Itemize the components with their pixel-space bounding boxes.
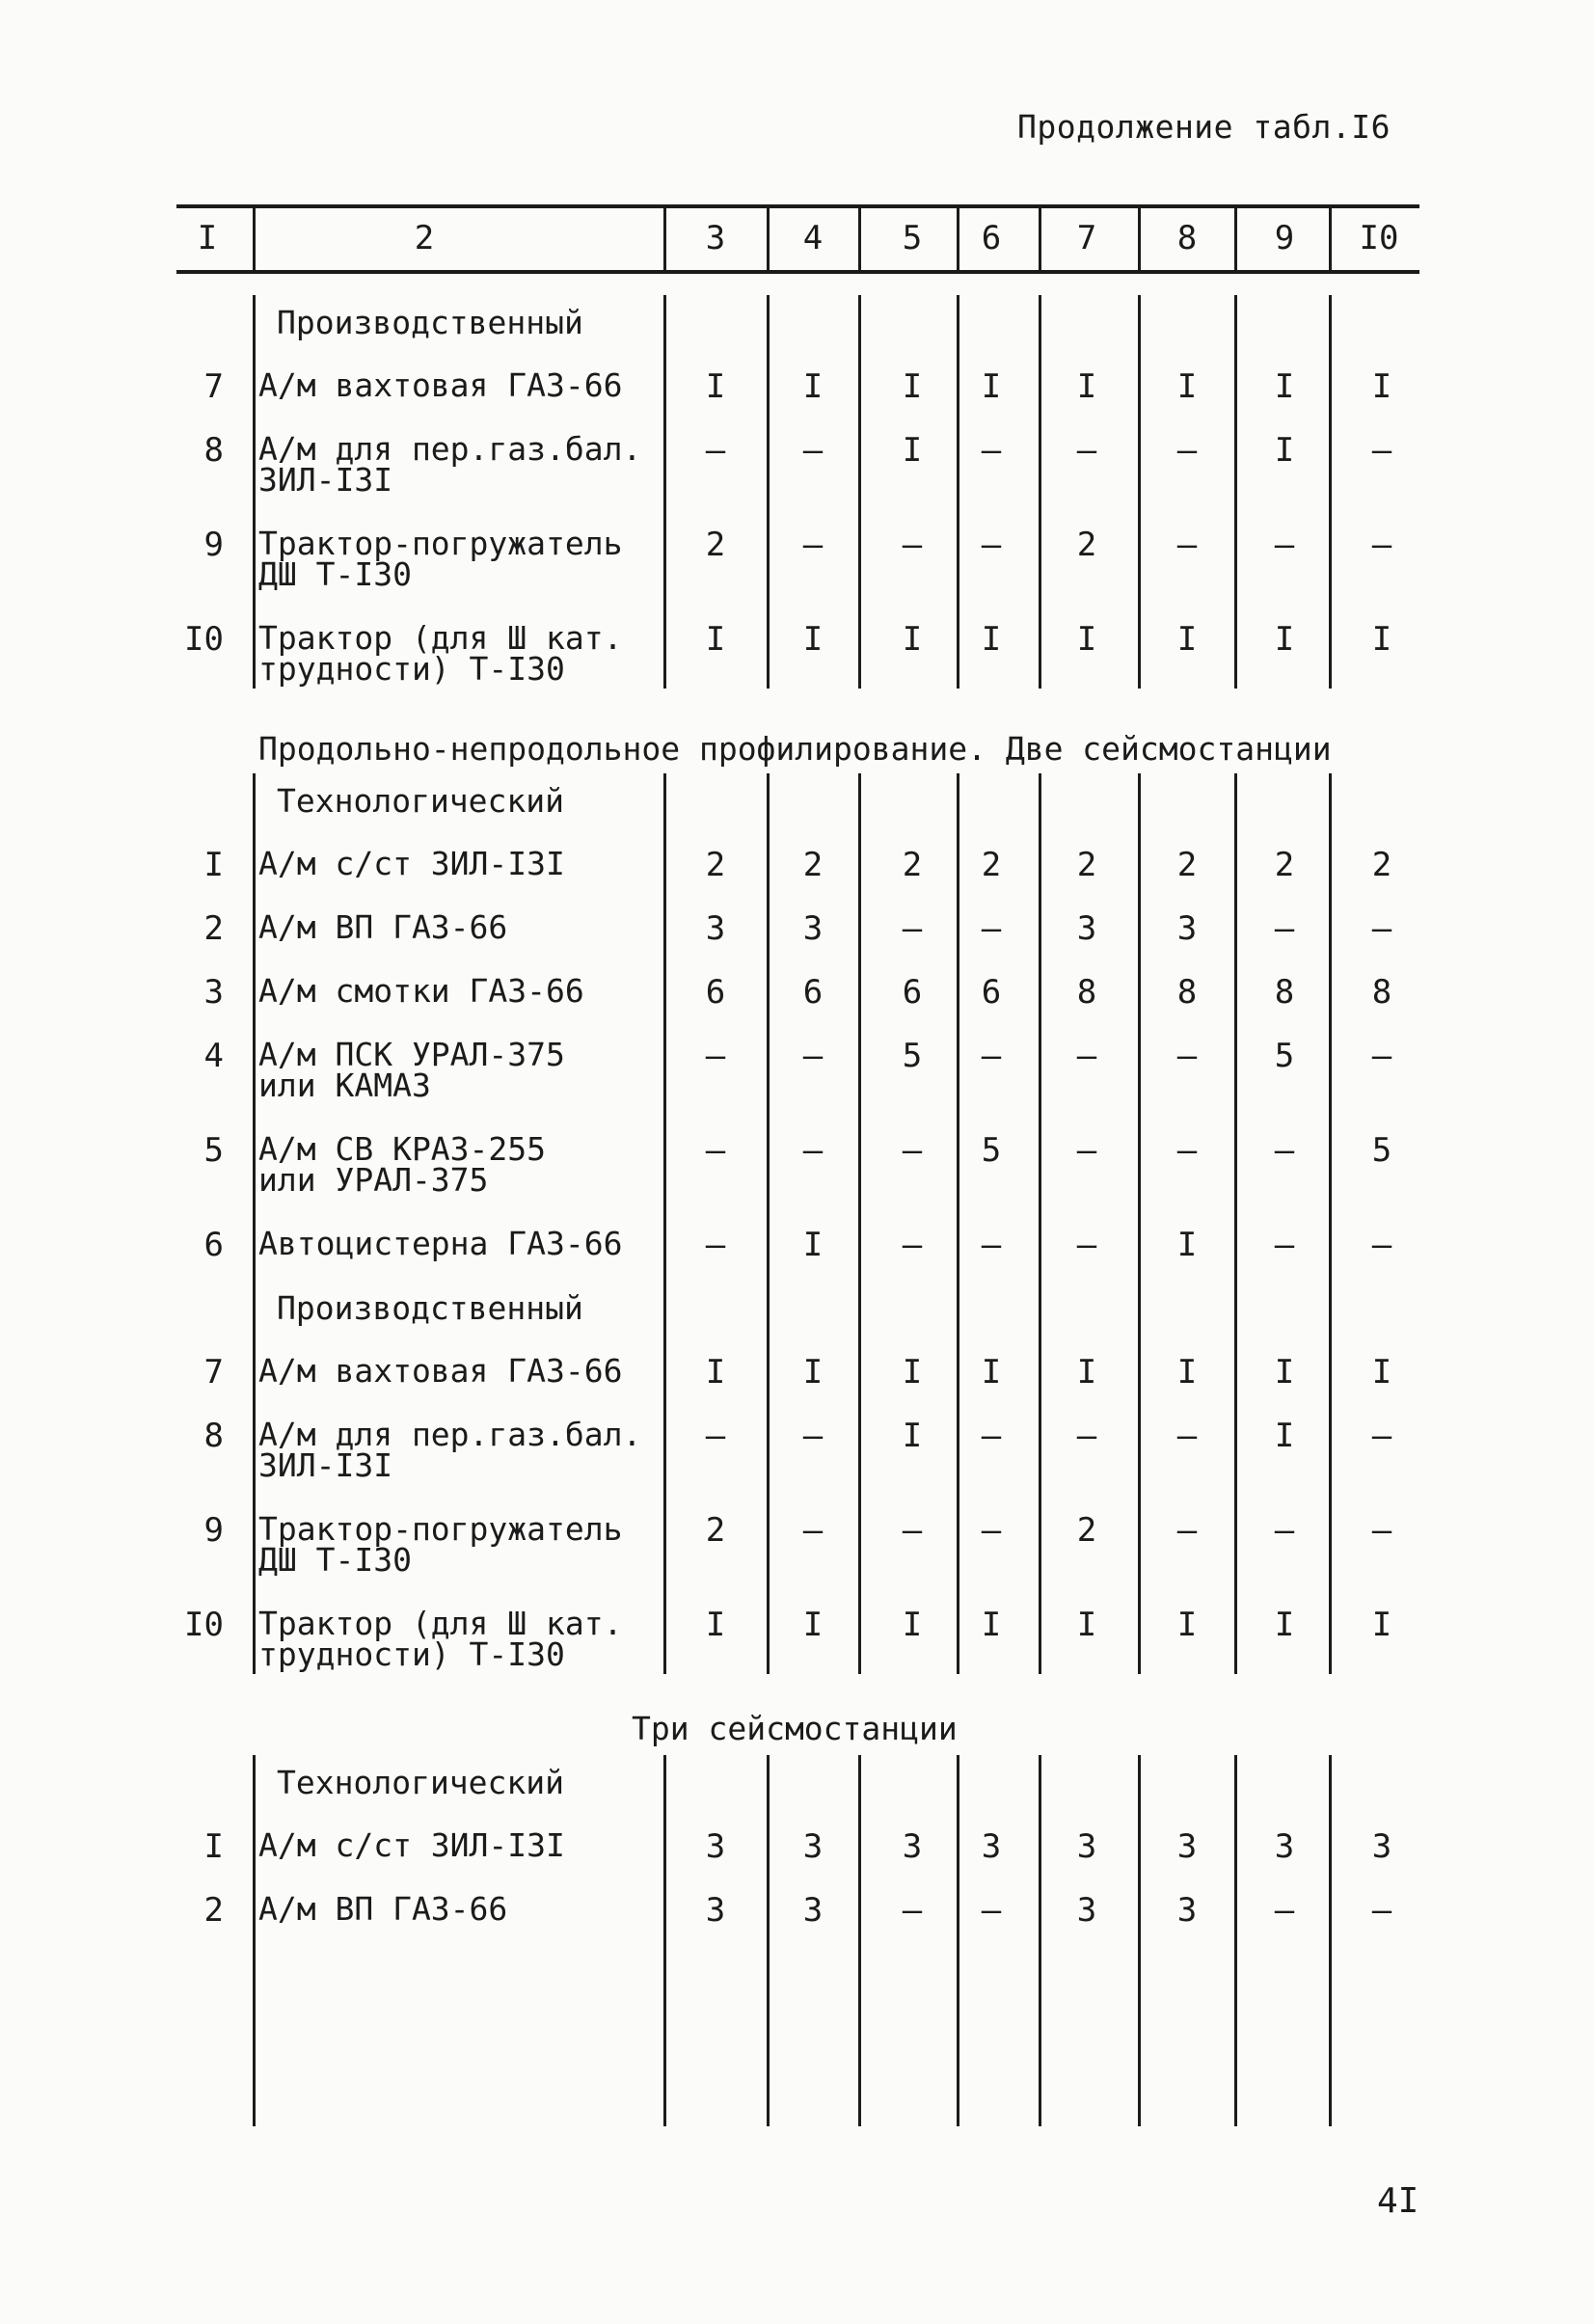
row-value-col9: I [1274, 1353, 1295, 1392]
header-separator [1039, 204, 1041, 272]
row-value-col7: I [1076, 620, 1097, 659]
row-value-col8: – [1176, 1037, 1198, 1075]
row-value-col8: 3 [1176, 1827, 1198, 1866]
column-separator [663, 295, 666, 689]
row-value-col3: 2 [705, 526, 726, 564]
column-separator [957, 295, 959, 689]
row-number: 3 [203, 973, 224, 1012]
row-value-col10: 8 [1371, 973, 1392, 1012]
row-equipment-name: А/м для пер.газ.бал. ЗИЛ-I3I [258, 430, 642, 499]
column-separator [1234, 1755, 1237, 2126]
row-value-col6: – [981, 1891, 1002, 1930]
row-value-col10: 3 [1371, 1827, 1392, 1866]
header-separator [253, 204, 256, 272]
row-value-col10: I [1371, 367, 1392, 406]
row-number: 7 [203, 1353, 224, 1392]
row-value-col9: – [1274, 1131, 1295, 1170]
row-value-col10: I [1371, 1353, 1392, 1392]
row-value-col4: – [802, 431, 824, 470]
column-separator [1329, 295, 1332, 689]
row-value-col9: I [1274, 1606, 1295, 1644]
row-number: I0 [184, 1606, 224, 1644]
row-value-col3: I [705, 1606, 726, 1644]
row-value-col3: 3 [705, 1827, 726, 1866]
row-number: I [203, 846, 224, 884]
column-separator [858, 773, 861, 1674]
row-value-col8: – [1176, 1417, 1198, 1455]
row-equipment-name: А/м вахтовая ГАЗ-66 [258, 1352, 623, 1390]
row-value-col7: – [1076, 1226, 1097, 1264]
block-title: Три сейсмостанции [632, 1710, 958, 1747]
row-value-col10: – [1371, 1417, 1392, 1455]
row-value-col8: – [1176, 526, 1198, 564]
row-number: 9 [203, 526, 224, 564]
row-value-col4: 3 [802, 909, 824, 948]
row-value-col6: – [981, 431, 1002, 470]
header-cell-2: 2 [414, 219, 435, 257]
row-equipment-name: А/м с/ст ЗИЛ-I3I [258, 845, 565, 882]
row-value-col6: – [981, 1226, 1002, 1264]
row-value-col5: – [902, 526, 923, 564]
row-value-col10: – [1371, 1226, 1392, 1264]
column-separator [1039, 773, 1041, 1674]
header-separator [767, 204, 770, 272]
row-value-col7: I [1076, 1353, 1097, 1392]
row-equipment-name: А/м вахтовая ГАЗ-66 [258, 366, 623, 404]
row-value-col3: 6 [705, 973, 726, 1012]
row-value-col3: 3 [705, 1891, 726, 1930]
row-value-col3: – [705, 1037, 726, 1075]
row-value-col3: – [705, 1226, 726, 1264]
row-value-col4: 6 [802, 973, 824, 1012]
row-number: 4 [203, 1037, 224, 1075]
row-value-col9: I [1274, 431, 1295, 470]
row-value-col4: – [802, 1417, 824, 1455]
row-equipment-name: А/м смотки ГАЗ-66 [258, 972, 584, 1010]
row-value-col7: I [1076, 367, 1097, 406]
column-separator [253, 773, 256, 1674]
header-separator [1329, 204, 1332, 272]
row-equipment-name: А/м СВ КРАЗ-255 или УРАЛ-375 [258, 1130, 547, 1199]
row-value-col6: – [981, 1511, 1002, 1550]
row-equipment-name: А/м с/ст ЗИЛ-I3I [258, 1826, 565, 1864]
column-separator [1039, 295, 1041, 689]
row-equipment-name: А/м ВП ГАЗ-66 [258, 908, 508, 946]
row-value-col9: I [1274, 1417, 1295, 1455]
row-value-col9: – [1274, 526, 1295, 564]
row-value-col10: I [1371, 620, 1392, 659]
table-top-rule [176, 204, 1419, 208]
subsection-label: Технологический [277, 782, 565, 820]
column-separator [1329, 773, 1332, 1674]
header-cell-7: 7 [1076, 219, 1097, 257]
header-separator [1234, 204, 1237, 272]
row-value-col6: – [981, 1037, 1002, 1075]
row-value-col7: 3 [1076, 1827, 1097, 1866]
header-cell-10: I0 [1359, 219, 1399, 257]
row-value-col10: – [1371, 431, 1392, 470]
row-value-col4: – [802, 1037, 824, 1075]
header-cell-4: 4 [802, 219, 824, 257]
row-value-col9: 8 [1274, 973, 1295, 1012]
row-value-col10: – [1371, 526, 1392, 564]
row-value-col10: – [1371, 1037, 1392, 1075]
row-value-col9: – [1274, 909, 1295, 948]
row-value-col9: 2 [1274, 846, 1295, 884]
row-value-col7: – [1076, 1417, 1097, 1455]
row-value-col7: 2 [1076, 846, 1097, 884]
row-value-col8: 3 [1176, 1891, 1198, 1930]
row-value-col4: 2 [802, 846, 824, 884]
column-separator [1138, 295, 1141, 689]
row-equipment-name: Трактор-погружатель ДШ Т-I30 [258, 1510, 623, 1579]
row-value-col6: – [981, 909, 1002, 948]
row-equipment-name: Автоцистерна ГАЗ-66 [258, 1225, 623, 1262]
row-value-col9: I [1274, 620, 1295, 659]
row-value-col10: – [1371, 1891, 1392, 1930]
row-value-col5: – [902, 1226, 923, 1264]
column-separator [858, 295, 861, 689]
table-header-rule [176, 270, 1419, 274]
row-value-col4: – [802, 1511, 824, 1550]
row-value-col7: – [1076, 431, 1097, 470]
row-value-col3: – [705, 431, 726, 470]
row-number: 9 [203, 1511, 224, 1550]
row-value-col4: I [802, 1606, 824, 1644]
row-value-col9: 5 [1274, 1037, 1295, 1075]
row-value-col5: I [902, 367, 923, 406]
row-value-col9: – [1274, 1226, 1295, 1264]
row-value-col8: 2 [1176, 846, 1198, 884]
row-value-col8: I [1176, 1226, 1198, 1264]
row-value-col5: I [902, 431, 923, 470]
row-value-col4: I [802, 1226, 824, 1264]
row-value-col7: 2 [1076, 1511, 1097, 1550]
row-value-col4: – [802, 1131, 824, 1170]
row-value-col5: 2 [902, 846, 923, 884]
row-number: I [203, 1827, 224, 1866]
header-cell-5: 5 [902, 219, 923, 257]
row-value-col6: I [981, 1606, 1002, 1644]
column-separator [663, 1755, 666, 2126]
row-value-col6: 5 [981, 1131, 1002, 1170]
header-separator [957, 204, 959, 272]
row-number: 7 [203, 367, 224, 406]
row-number: I0 [184, 620, 224, 659]
row-value-col6: I [981, 367, 1002, 406]
column-separator [1138, 1755, 1141, 2126]
row-equipment-name: А/м для пер.газ.бал. ЗИЛ-I3I [258, 1416, 642, 1484]
header-cell-3: 3 [705, 219, 726, 257]
subsection-label: Производственный [277, 1289, 583, 1327]
row-equipment-name: А/м ВП ГАЗ-66 [258, 1890, 508, 1928]
row-number: 6 [203, 1226, 224, 1264]
row-value-col8: 3 [1176, 909, 1198, 948]
row-number: 2 [203, 1891, 224, 1930]
row-value-col6: 3 [981, 1827, 1002, 1866]
header-cell-9: 9 [1274, 219, 1295, 257]
row-value-col5: I [902, 1606, 923, 1644]
column-separator [1329, 1755, 1332, 2126]
row-value-col3: I [705, 1353, 726, 1392]
header-separator [1138, 204, 1141, 272]
row-value-col4: 3 [802, 1827, 824, 1866]
row-value-col7: 2 [1076, 526, 1097, 564]
row-value-col7: 8 [1076, 973, 1097, 1012]
row-value-col10: 5 [1371, 1131, 1392, 1170]
column-separator [253, 1755, 256, 2126]
row-value-col5: 5 [902, 1037, 923, 1075]
row-value-col10: – [1371, 909, 1392, 948]
row-value-col6: I [981, 620, 1002, 659]
row-value-col6: 2 [981, 846, 1002, 884]
subsection-label: Технологический [277, 1764, 565, 1801]
row-equipment-name: Трактор (для Ш кат. трудности) Т-I30 [258, 1605, 623, 1673]
row-value-col4: I [802, 1353, 824, 1392]
header-cell-1: I [197, 219, 218, 257]
row-value-col7: – [1076, 1037, 1097, 1075]
row-equipment-name: А/м ПСК УРАЛ-375 или КАМАЗ [258, 1036, 565, 1104]
row-value-col6: 6 [981, 973, 1002, 1012]
column-separator [1234, 295, 1237, 689]
column-separator [767, 773, 770, 1674]
table-caption: Продолжение табл.I6 [1017, 108, 1391, 146]
row-value-col7: – [1076, 1131, 1097, 1170]
row-value-col9: 3 [1274, 1827, 1295, 1866]
column-separator [1039, 1755, 1041, 2126]
row-value-col8: – [1176, 431, 1198, 470]
row-value-col5: – [902, 1131, 923, 1170]
row-value-col3: – [705, 1131, 726, 1170]
row-value-col5: I [902, 620, 923, 659]
row-value-col10: 2 [1371, 846, 1392, 884]
column-separator [253, 295, 256, 689]
row-value-col4: I [802, 367, 824, 406]
row-value-col9: – [1274, 1511, 1295, 1550]
row-value-col8: I [1176, 1353, 1198, 1392]
row-value-col8: I [1176, 1606, 1198, 1644]
row-equipment-name: Трактор (для Ш кат. трудности) Т-I30 [258, 619, 623, 688]
row-number: 8 [203, 1417, 224, 1455]
row-value-col7: 3 [1076, 1891, 1097, 1930]
block-title: Продольно-непродольное профилирование. Две сейсмостанции [258, 730, 1332, 768]
row-value-col5: I [902, 1353, 923, 1392]
row-value-col5: I [902, 1417, 923, 1455]
row-number: 5 [203, 1131, 224, 1170]
row-equipment-name: Трактор-погружатель ДШ Т-I30 [258, 525, 623, 593]
row-value-col6: – [981, 1417, 1002, 1455]
column-separator [767, 295, 770, 689]
column-separator [1234, 773, 1237, 1674]
row-value-col10: I [1371, 1606, 1392, 1644]
header-cell-8: 8 [1176, 219, 1198, 257]
row-value-col5: – [902, 1891, 923, 1930]
row-value-col5: – [902, 909, 923, 948]
row-number: 8 [203, 431, 224, 470]
row-value-col4: I [802, 620, 824, 659]
column-separator [957, 1755, 959, 2126]
row-value-col3: I [705, 367, 726, 406]
column-separator [957, 773, 959, 1674]
row-value-col8: 8 [1176, 973, 1198, 1012]
row-value-col10: – [1371, 1511, 1392, 1550]
header-separator [858, 204, 861, 272]
row-value-col4: – [802, 526, 824, 564]
row-value-col5: 6 [902, 973, 923, 1012]
row-value-col7: 3 [1076, 909, 1097, 948]
row-value-col3: I [705, 620, 726, 659]
row-number: 2 [203, 909, 224, 948]
row-value-col3: 3 [705, 909, 726, 948]
row-value-col7: I [1076, 1606, 1097, 1644]
row-value-col9: – [1274, 1891, 1295, 1930]
column-separator [767, 1755, 770, 2126]
row-value-col3: – [705, 1417, 726, 1455]
header-separator [663, 204, 666, 272]
row-value-col5: 3 [902, 1827, 923, 1866]
row-value-col3: 2 [705, 1511, 726, 1550]
row-value-col6: I [981, 1353, 1002, 1392]
row-value-col8: – [1176, 1511, 1198, 1550]
subsection-label: Производственный [277, 304, 583, 341]
row-value-col3: 2 [705, 846, 726, 884]
column-separator [858, 1755, 861, 2126]
row-value-col6: – [981, 526, 1002, 564]
column-separator [1138, 773, 1141, 1674]
row-value-col5: – [902, 1511, 923, 1550]
row-value-col8: I [1176, 620, 1198, 659]
page-number: 4I [1377, 2181, 1419, 2221]
row-value-col9: I [1274, 367, 1295, 406]
row-value-col8: – [1176, 1131, 1198, 1170]
row-value-col8: I [1176, 367, 1198, 406]
header-cell-6: 6 [981, 219, 1002, 257]
column-separator [663, 773, 666, 1674]
row-value-col4: 3 [802, 1891, 824, 1930]
